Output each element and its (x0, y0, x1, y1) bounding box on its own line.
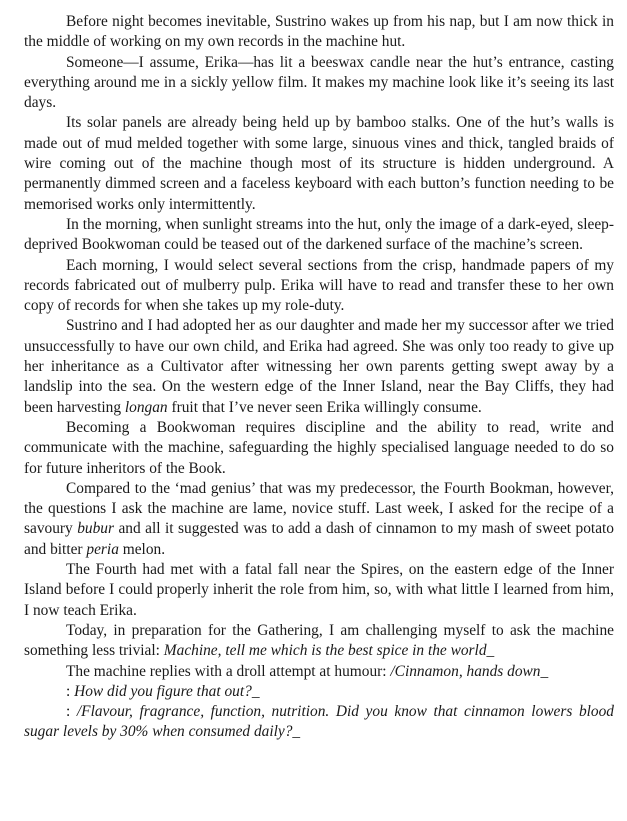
italic-term: bubur (77, 520, 114, 538)
paragraph-text: The Fourth had met with a fatal fall near the Spires, on the eastern edge of the Inner Island before I could properly inherit the role from him, so, with what little I learned from him, I now teach Erika. (24, 561, 614, 619)
paragraph (24, 702, 614, 743)
paragraph (24, 215, 614, 256)
paragraph-text: Today, in preparation for the Gathering, I am challenging myself to ask the machine something less trivial: (24, 621, 614, 660)
paragraph (24, 418, 614, 479)
paragraph (24, 682, 614, 702)
paragraph (24, 12, 614, 53)
paragraph (24, 662, 614, 682)
paragraph-text: Its solar panels are already being held up by bamboo stalks. One of the hut’s walls is made out of mud melded together with some large, sinuous vines and thick, tangled braids of wire coming out of the machine though most of its structure is hidden underground. A permanently dimmed screen and a faceless keyboard with each button’s function needing to be memorised works only intermittently. (24, 114, 614, 213)
paragraph (24, 113, 614, 214)
machine-prompt: Machine, tell me which is the best spice in the world_ (163, 642, 495, 660)
paragraph-text: Becoming a Bookwoman requires discipline and the ability to read, write and communicate with the machine, safeguarding the highly specialised language needed to do so for future inheritors of the Book. (24, 418, 614, 477)
prompt-marker: : (66, 703, 77, 721)
paragraph-text: and all it suggested was to add a dash of cinnamon to my mash of sweet potato and bitter (24, 520, 614, 558)
paragraph (24, 479, 614, 560)
paragraph-text: melon. (118, 540, 166, 558)
italic-term: longan (124, 398, 168, 416)
paragraph-text: fruit that I’ve never seen Erika willingly consume. (167, 398, 482, 416)
paragraph-text: Compared to the ‘mad genius’ that was my predecessor, the Fourth Bookman, however, the questions I ask the machine are lame, novice stuff. Last week, I asked for the recipe of a savoury (24, 479, 614, 538)
paragraph-text: Before night becomes inevitable, Sustrino wakes up from his nap, but I am now thick in the middle of working on my own records in the machine hut. (24, 13, 614, 51)
paragraph-text: The machine replies with a droll attempt at humour: (66, 662, 391, 680)
paragraph (24, 621, 614, 662)
paragraph-text: In the morning, when sunlight streams into the hut, only the image of a dark-eyed, sleep-deprived Bookwoman could be teased out of the darkened surface of the machine’s screen. (24, 215, 614, 254)
paragraph (24, 316, 614, 417)
italic-term: peria (86, 540, 119, 558)
paragraph (24, 53, 614, 114)
paragraph-text: Sustrino and I had adopted her as our daughter and made her my successor after we tried unsuccessfully to have our own child, and Erika had agreed. She was only too ready to give up her inheritance as a Cultivator after witnessing her own parents getting swept away by a landslip into the sea. On the western edge of the Inner Island, near the Bay Cliffs, they had been harvesting (24, 317, 614, 416)
machine-prompt: How did you figure that out?_ (74, 682, 260, 700)
paragraph-text: Each morning, I would select several sections from the crisp, handmade papers of my records fabricated out of mulberry pulp. Erika will have to read and transfer these to her own copy of records for when she takes up my role-duty. (24, 256, 614, 315)
machine-reply: /Flavour, fragrance, function, nutrition. Did you know that cinnamon lowers blood sugar levels by 30% when consumed daily?_ (24, 703, 615, 741)
book-page (24, 12, 614, 743)
prompt-marker: : (66, 682, 75, 700)
paragraph (24, 560, 614, 621)
machine-reply: /Cinnamon, hands down_ (390, 662, 549, 680)
paragraph (24, 256, 614, 317)
paragraph-text: Someone—I assume, Erika—has lit a beeswax candle near the hut’s entrance, casting everything around me in a sickly yellow film. It makes my machine look like it’s seeing its last days. (24, 53, 614, 112)
